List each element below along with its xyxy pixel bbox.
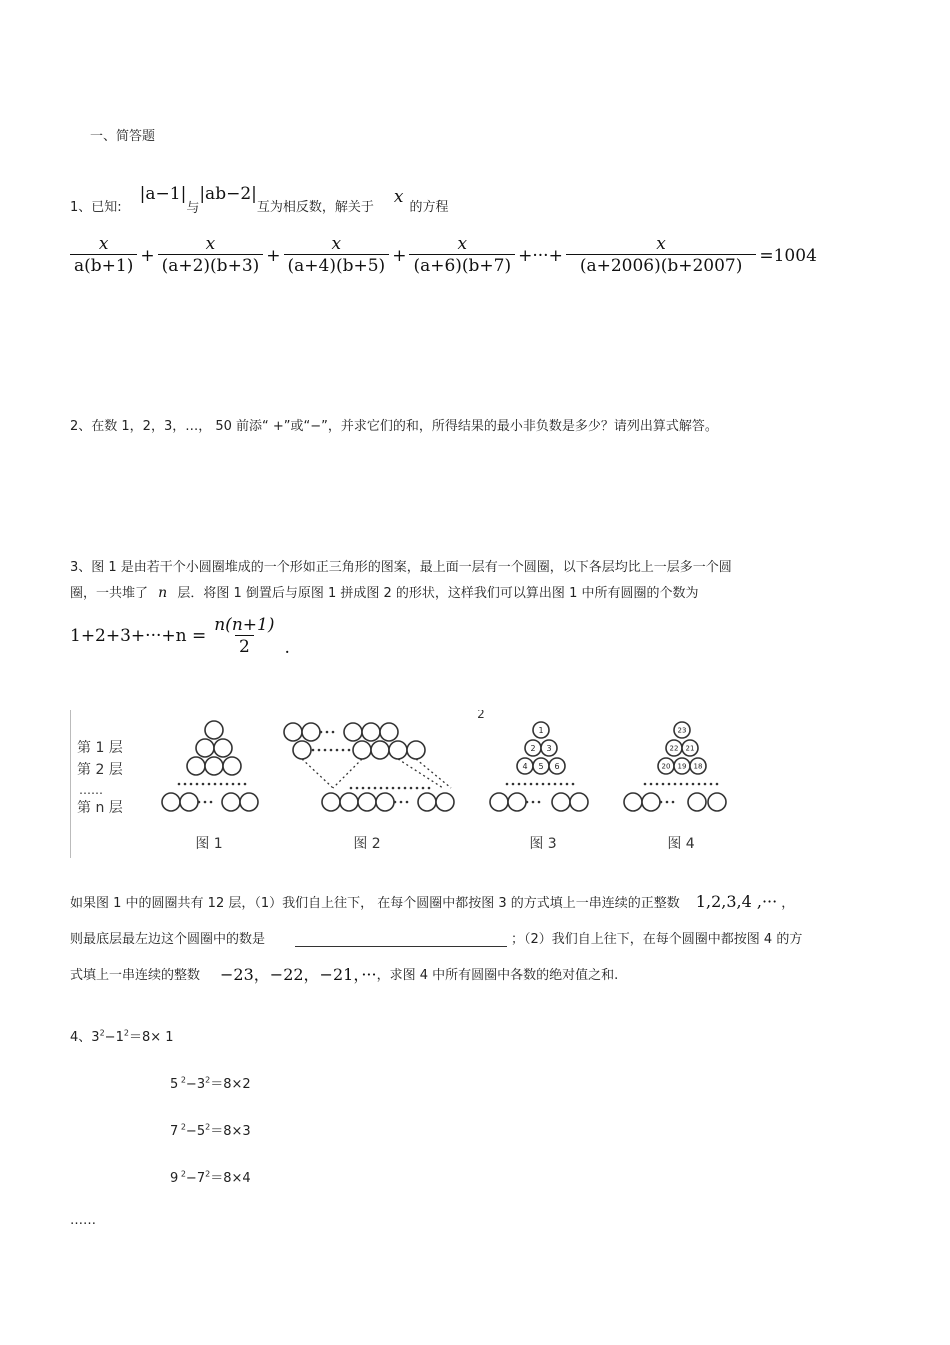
q3-line-2-start: 圈，一共堆了: [70, 586, 149, 601]
circle-number: 18: [693, 762, 703, 771]
dot-row: [554, 783, 557, 786]
dot-row: [572, 783, 575, 786]
pattern-circle: [340, 793, 358, 811]
dot-row: [348, 749, 351, 752]
pattern-circle: [436, 793, 454, 811]
q4-rhs: ＝8×3: [210, 1124, 251, 1139]
dot-row: [506, 783, 509, 786]
row-label-1: 第 1 层: [77, 740, 123, 756]
dot-row: [400, 801, 403, 804]
dot-row: [406, 801, 409, 804]
q4-line-2: 5 $^2-3^2=8\times 2$: [170, 1075, 251, 1092]
dot-row: [416, 787, 419, 790]
dot-row: [356, 787, 359, 790]
figure-caption-4: 图 4: [667, 836, 695, 852]
dot-row: [560, 783, 563, 786]
q1-abs-ab: |ab−2|: [199, 184, 257, 204]
dot-row: [220, 783, 223, 786]
row-label-2: 第 2 层: [77, 762, 123, 778]
dot-row: [238, 783, 241, 786]
q1-term-1: $\frac{x}{a(b+1)}$: [70, 234, 137, 277]
dot-row: [566, 783, 569, 786]
q3-formula-lhs: 1+2+3+···+n =: [70, 626, 207, 646]
dot-row: [208, 783, 211, 786]
dot-row: [686, 783, 689, 786]
dot-row: [204, 801, 207, 804]
minus-sign: −: [185, 1077, 197, 1092]
q1-rhs: =1004: [759, 245, 817, 266]
dot-row: [662, 783, 665, 786]
pattern-circle: [205, 721, 223, 739]
q3-line-1: 3、图 1 是由若干个小圆圈堆成的一个形如正三角形的图案，最上面一层有一个圆圈，以下各层均比上一层多一个圆: [70, 560, 732, 575]
minus-sign: −: [185, 1171, 197, 1186]
pattern-circle: [344, 723, 362, 741]
pattern-circle: [162, 793, 180, 811]
dot-row: [332, 731, 335, 734]
pattern-circle: [222, 793, 240, 811]
pattern-circle: [302, 723, 320, 741]
q1-suffix: 互为相反数，解关于: [256, 199, 374, 215]
pattern-circle: [708, 793, 726, 811]
circle-number: 2: [530, 743, 536, 753]
circle-number: 19: [677, 762, 687, 771]
q4-base-a: 3: [91, 1030, 100, 1045]
plus-sign: +: [266, 245, 281, 266]
pattern-circle: [552, 793, 570, 811]
dot-row: [386, 787, 389, 790]
dot-row: [512, 783, 515, 786]
q3-formula-fraction: $\frac{n(n+1)}{2}$: [214, 614, 275, 657]
question-1-statement: [70, 180, 449, 220]
row-label-n: 第 n 层: [77, 800, 123, 816]
dot-row: [518, 783, 521, 786]
q3-line-3-text: 如果图 1 中的圆圈共有 12 层，（1）我们自上往下， 在每个圆圈中都按图 3 的方式填上一串连续的正整数: [70, 896, 680, 911]
dot-row: [362, 787, 365, 790]
dot-row: [394, 801, 397, 804]
q3-sum-formula: [70, 614, 290, 658]
q3-positive-sequence: 1,2,3,4 ,···: [695, 892, 778, 911]
minus-sign: −: [185, 1124, 197, 1139]
pattern-circle: [180, 793, 198, 811]
q1-var-x: x: [393, 187, 404, 207]
dot-row: [404, 787, 407, 790]
pattern-circle: [389, 741, 407, 759]
dot-row: [342, 749, 345, 752]
pattern-circle: [223, 757, 241, 775]
dot-row: [410, 787, 413, 790]
q4-rhs: ＝8× 1: [128, 1030, 174, 1045]
dot-row: [318, 749, 321, 752]
dot-row: [330, 749, 333, 752]
dot-row: [524, 783, 527, 786]
q4-line-1: 4、$3^2-1^2=8\times 1$: [70, 1028, 174, 1045]
pattern-circle: [362, 723, 380, 741]
dot-row: [422, 787, 425, 790]
circle-number: 5: [538, 761, 544, 771]
dot-row: [542, 783, 545, 786]
dot-row: [244, 783, 247, 786]
q1-term-4: $\frac{x}{(a+6)(b+7)}$: [409, 234, 515, 277]
circle-number: 21: [685, 744, 695, 753]
dot-row: [232, 783, 235, 786]
dot-row: [680, 783, 683, 786]
q1-abs-a: |a−1|: [139, 184, 187, 204]
q3-line-5-text: 式填上一串连续的整数: [70, 968, 201, 983]
q1-equation: [70, 234, 820, 277]
q1-term-2: $\frac{x}{(a+2)(b+3)}$: [158, 234, 264, 277]
dot-row: [710, 783, 713, 786]
circle-number: 23: [677, 726, 687, 735]
dot-row: [644, 783, 647, 786]
q3-line-4-end: ；（2）我们自上往下，在每个圆圈中都按图 4 的方: [511, 932, 803, 947]
dot-row: [704, 783, 707, 786]
pattern-circle: [358, 793, 376, 811]
stray-mark: 2: [477, 710, 485, 721]
q3-line-3-end: ，: [781, 896, 795, 911]
q3-line-2: [70, 582, 698, 601]
pattern-circle: [240, 793, 258, 811]
dot-row: [398, 787, 401, 790]
pattern-circle: [293, 741, 311, 759]
pattern-circle: [205, 757, 223, 775]
q3-integer-sequence: −23，−22，−21，···: [220, 965, 377, 984]
dot-row: [198, 801, 201, 804]
q4-ellipsis: ……: [70, 1213, 96, 1228]
pattern-circle: [214, 739, 232, 757]
dot-row: [698, 783, 701, 786]
q1-term-last: $\frac{x}{(a+2006)(b+2007)}$: [566, 234, 757, 277]
pattern-circle: [624, 793, 642, 811]
row-label-ellipsis: ……: [79, 783, 103, 797]
q1-term-3: $\frac{x}{(a+4)(b+5)}$: [284, 234, 390, 277]
plus-sign: +: [140, 245, 155, 266]
dot-row: [380, 787, 383, 790]
dot-row: [374, 787, 377, 790]
dot-row: [548, 783, 551, 786]
pattern-circle: [570, 793, 588, 811]
figure-caption-3: 图 3: [529, 836, 557, 852]
dot-row: [184, 783, 187, 786]
dot-row: [178, 783, 181, 786]
dot-row: [692, 783, 695, 786]
section-title: 一、简答题: [90, 129, 156, 144]
q4-base-b: 3: [196, 1077, 206, 1092]
q4-line-3: 7 $^2-5^2=8\times 3$: [170, 1122, 251, 1139]
dot-row: [526, 801, 529, 804]
pattern-circle: [353, 741, 371, 759]
pattern-circle: [407, 741, 425, 759]
q4-base-b: 7: [196, 1171, 206, 1186]
dotted-link: [302, 759, 333, 788]
circle-number: 22: [669, 744, 679, 753]
dot-row: [350, 787, 353, 790]
pattern-circle: [371, 741, 389, 759]
q4-base-a: 7: [170, 1124, 179, 1139]
dot-row: [336, 749, 339, 752]
dot-row: [538, 801, 541, 804]
dot-row: [214, 783, 217, 786]
dot-row: [716, 783, 719, 786]
pattern-circle: [284, 723, 302, 741]
dot-row: [368, 787, 371, 790]
figure-caption-1: 图 1: [195, 836, 223, 852]
pattern-circle: [380, 723, 398, 741]
dot-row: [530, 783, 533, 786]
dot-row: [666, 801, 669, 804]
q4-rhs: ＝8×2: [210, 1077, 251, 1092]
dot-row: [668, 783, 671, 786]
dot-row: [656, 783, 659, 786]
dotted-link: [333, 759, 362, 788]
pattern-circle: [642, 793, 660, 811]
dot-row: [392, 787, 395, 790]
answer-blank[interactable]: [295, 934, 507, 947]
dot-row: [202, 783, 205, 786]
circle-number: 1: [538, 725, 544, 735]
dot-row: [326, 731, 329, 734]
q3-line-4-text: 则最底层最左边这个圆圈中的数是: [70, 932, 266, 947]
dot-row: [210, 801, 213, 804]
pattern-circle: [322, 793, 340, 811]
pattern-circle: [376, 793, 394, 811]
dot-row: [674, 783, 677, 786]
q4-base-b: 5: [196, 1124, 206, 1139]
figure-caption-2: 图 2: [353, 836, 381, 852]
circle-number: 20: [661, 762, 671, 771]
q4-base-a: 5: [170, 1077, 179, 1092]
q4-line-4: 9 $^2-7^2=8\times 4$: [170, 1169, 251, 1186]
circle-number: 3: [546, 743, 552, 753]
q3-line-4: [70, 928, 802, 947]
minus-sign: −: [104, 1030, 116, 1045]
q4-prefix: 4、: [70, 1030, 92, 1045]
q3-line-3: [70, 892, 794, 911]
pattern-circle: [187, 757, 205, 775]
q3-formula-end: .: [284, 638, 290, 658]
circle-pattern-figure-svg: [71, 710, 733, 858]
q3-var-n: n: [158, 585, 168, 601]
dot-row: [672, 801, 675, 804]
q4-base-b: 1: [115, 1030, 124, 1045]
ellipsis-plus: +···+: [518, 245, 563, 266]
dot-row: [428, 787, 431, 790]
q1-mid: 与: [186, 200, 200, 216]
q3-line-5: [70, 962, 618, 985]
question-2-statement: 2、在数 1，2，3，…， 50 前添“ +”或“−”，并求它们的和，所得结果的最小非负数是多少？请列出算式解答。: [70, 419, 718, 434]
q1-prefix: 1、已知:: [70, 199, 122, 215]
dot-row: [226, 783, 229, 786]
q3-line-2-end: 层．将图 1 倒置后与原图 1 拼成图 2 的形状，这样我们可以算出图 1 中所有圆圈的个数为: [177, 586, 699, 601]
dot-row: [196, 783, 199, 786]
dotted-link: [416, 759, 451, 788]
dot-row: [536, 783, 539, 786]
dot-row: [320, 731, 323, 734]
pattern-circle: [508, 793, 526, 811]
circle-number: 4: [522, 761, 528, 771]
pattern-circle: [418, 793, 436, 811]
q4-rhs: ＝8×4: [210, 1171, 251, 1186]
pattern-circle: [688, 793, 706, 811]
dot-row: [660, 801, 663, 804]
dot-row: [324, 749, 327, 752]
dot-row: [312, 749, 315, 752]
pattern-circle: [490, 793, 508, 811]
circle-pattern-figure: [70, 710, 733, 858]
dot-row: [190, 783, 193, 786]
q4-base-a: 9: [170, 1171, 179, 1186]
q3-line-5-end: ，求图 4 中所有圆圈中各数的绝对值之和.: [376, 968, 619, 983]
dot-row: [532, 801, 535, 804]
q1-suffix2: 的方程: [409, 199, 449, 215]
plus-sign: +: [392, 245, 407, 266]
circle-number: 6: [554, 761, 560, 771]
dot-row: [650, 783, 653, 786]
pattern-circle: [196, 739, 214, 757]
